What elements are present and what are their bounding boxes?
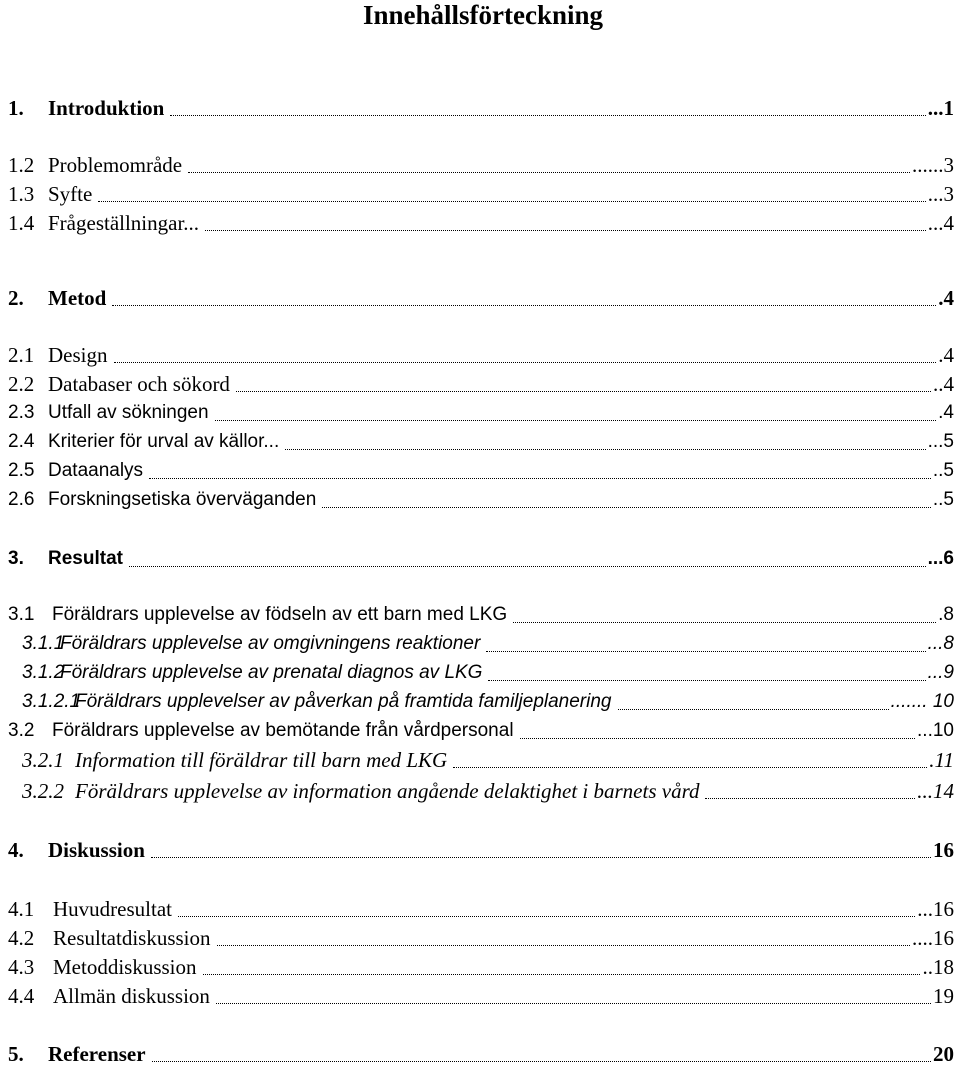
toc-entry-number: 3.1 bbox=[8, 604, 35, 625]
toc-entry[interactable] bbox=[8, 153, 954, 177]
toc-entry-number: 2.5 bbox=[8, 460, 35, 481]
toc-entry-title: Dataanalys bbox=[48, 460, 144, 481]
toc-entry-number: 2.6 bbox=[8, 489, 35, 510]
toc-entry[interactable] bbox=[8, 343, 954, 367]
toc-entry-title: Databaser och sökord bbox=[48, 372, 230, 396]
toc-leader-dots bbox=[322, 488, 931, 508]
toc-leader-dots bbox=[178, 897, 915, 917]
toc-entry-number: 3.2 bbox=[8, 720, 35, 741]
toc-leader-dots bbox=[705, 779, 915, 799]
toc-page-number: ..5 bbox=[932, 460, 954, 481]
toc-entry-number: 1. bbox=[8, 96, 24, 120]
toc-entry-title: Kriterier för urval av källor... bbox=[48, 431, 280, 452]
toc-entry-title: Referenser bbox=[48, 1042, 146, 1066]
toc-entry-number: 2. bbox=[8, 286, 24, 310]
toc-entry-number: 4.4 bbox=[8, 984, 35, 1008]
toc-entry-number: 3.1.1 bbox=[22, 633, 65, 654]
toc-page-number: ...3 bbox=[927, 182, 954, 206]
toc-page-number: .4 bbox=[938, 286, 954, 310]
toc-entry-number: 3.1.2 bbox=[22, 662, 65, 683]
toc-entry-title: Föräldrars upplevelse av prenatal diagnos av LKG bbox=[60, 662, 483, 683]
toc-entry-number: 2.3 bbox=[8, 402, 35, 423]
toc-page-number: .4 bbox=[938, 402, 954, 423]
toc-page-number: ...4 bbox=[927, 211, 954, 235]
toc-entry-number: 2.4 bbox=[8, 431, 35, 452]
toc-page-number: 19 bbox=[933, 984, 954, 1008]
toc-leader-dots bbox=[215, 401, 936, 421]
toc-entry-number: 1.4 bbox=[8, 211, 35, 235]
toc-entry-title: Syfte bbox=[48, 182, 93, 206]
toc-entry[interactable] bbox=[22, 779, 954, 803]
toc-page-number: ..4 bbox=[933, 372, 954, 396]
toc-entry-title: Föräldrars upplevelse av omgivningens reaktioner bbox=[60, 633, 481, 654]
toc-entry[interactable] bbox=[8, 459, 954, 483]
toc-leader-dots bbox=[285, 430, 926, 450]
toc-page-number: ...5 bbox=[927, 431, 954, 452]
toc-page-number: ...8 bbox=[927, 633, 954, 654]
toc-entry[interactable] bbox=[8, 372, 954, 396]
toc-entry-number: 2.2 bbox=[8, 372, 35, 396]
toc-entry[interactable] bbox=[8, 96, 954, 120]
toc-entry[interactable] bbox=[8, 926, 954, 950]
toc-page-number: ...10 bbox=[917, 720, 954, 741]
toc-entry-title: Resultat bbox=[48, 548, 123, 569]
toc-entry-number: 4.1 bbox=[8, 897, 35, 921]
toc-entry[interactable] bbox=[8, 984, 954, 1008]
toc-leader-dots bbox=[217, 926, 910, 946]
toc-page-number: ....16 bbox=[912, 926, 954, 950]
toc-entry-title: Föräldrars upplevelse av information angående delaktighet i barnets vård bbox=[75, 779, 700, 803]
toc-entry-number: 2.1 bbox=[8, 343, 35, 367]
toc-page-number: .4 bbox=[938, 343, 954, 367]
toc-entry[interactable] bbox=[8, 286, 954, 310]
toc-entry-number: 4. bbox=[8, 838, 24, 862]
toc-entry-number: 3.2.1 bbox=[22, 748, 64, 772]
toc-entry[interactable] bbox=[8, 1042, 954, 1066]
toc-entry-title: Föräldrars upplevelse av bemötande från vårdpersonal bbox=[52, 720, 514, 741]
toc-page-number: ......3 bbox=[912, 153, 954, 177]
toc-entry-number: 5. bbox=[8, 1042, 24, 1066]
toc-entry-title: Design bbox=[48, 343, 108, 367]
toc-page-number: ...16 bbox=[917, 897, 954, 921]
toc-entry[interactable] bbox=[8, 603, 954, 627]
toc-entry-title: Forskningsetiska överväganden bbox=[48, 489, 317, 510]
toc-entry-title: Föräldrars upplevelse av födseln av ett barn med LKG bbox=[52, 604, 508, 625]
toc-leader-dots bbox=[618, 690, 889, 710]
toc-entry-number: 1.3 bbox=[8, 182, 35, 206]
toc-entry[interactable] bbox=[8, 401, 954, 425]
toc-entry[interactable] bbox=[22, 661, 954, 685]
toc-entry[interactable] bbox=[22, 748, 954, 772]
toc-leader-dots bbox=[112, 286, 936, 306]
toc-entry-number: 4.3 bbox=[8, 955, 35, 979]
toc-page-number: ..5 bbox=[932, 489, 954, 510]
toc-entry-title: Frågeställningar... bbox=[48, 211, 200, 235]
toc-page-number: ....... 10 bbox=[890, 691, 954, 712]
toc-page-number: 16 bbox=[933, 838, 954, 862]
toc-entry[interactable] bbox=[8, 955, 954, 979]
toc-page-number: ...9 bbox=[927, 662, 954, 683]
toc-leader-dots bbox=[216, 984, 931, 1004]
toc-entry[interactable] bbox=[8, 547, 954, 571]
toc-leader-dots bbox=[236, 372, 931, 392]
toc-entry[interactable] bbox=[8, 897, 954, 921]
toc-leader-dots bbox=[486, 632, 926, 652]
toc-entry-title: Föräldrars upplevelser av påverkan på framtida familjeplanering bbox=[75, 691, 612, 712]
toc-page-number: .8 bbox=[938, 604, 954, 625]
toc-entry-title: Allmän diskussion bbox=[53, 984, 210, 1008]
toc-page-number: ...1 bbox=[927, 96, 954, 120]
toc-entry[interactable] bbox=[8, 182, 954, 206]
toc-entry[interactable] bbox=[22, 632, 954, 656]
toc-entry-title: Problemområde bbox=[48, 153, 183, 177]
toc-leader-dots bbox=[129, 547, 926, 567]
toc-entry[interactable] bbox=[8, 211, 954, 235]
toc-entry-number: 3.2.2 bbox=[22, 779, 64, 803]
toc-leader-dots bbox=[513, 603, 936, 623]
toc-leader-dots bbox=[453, 748, 927, 768]
toc-entry-title: Diskussion bbox=[48, 838, 145, 862]
toc-entry-title: Metod bbox=[48, 286, 107, 310]
toc-entry[interactable] bbox=[22, 690, 954, 714]
toc-entry-title: Resultatdiskussion bbox=[53, 926, 211, 950]
toc-leader-dots bbox=[170, 96, 926, 116]
toc-page-number: ..18 bbox=[922, 955, 954, 979]
toc-entry[interactable] bbox=[8, 719, 954, 743]
toc-leader-dots bbox=[114, 343, 936, 363]
toc-leader-dots bbox=[151, 838, 931, 858]
toc-entry-title: Metoddiskussion bbox=[53, 955, 197, 979]
toc-entry[interactable] bbox=[8, 430, 954, 454]
toc-page-number: ...14 bbox=[917, 779, 954, 803]
toc-entry-number: 3. bbox=[8, 548, 24, 569]
toc-entry[interactable] bbox=[8, 488, 954, 512]
toc-entry-title: Huvudresultat bbox=[53, 897, 172, 921]
toc-entry[interactable] bbox=[8, 838, 954, 862]
toc-page-number: ...6 bbox=[927, 548, 954, 569]
page-title: Innehållsförteckning bbox=[362, 0, 604, 30]
toc-entry-number: 4.2 bbox=[8, 926, 35, 950]
toc-entry-number: 3.1.2.1 bbox=[22, 691, 81, 712]
toc-entry-number: 1.2 bbox=[8, 153, 35, 177]
toc-page-number: 20 bbox=[933, 1042, 954, 1066]
toc-entry-title: Information till föräldrar till barn med LKG bbox=[75, 748, 448, 772]
toc-page-number: .11 bbox=[929, 748, 954, 772]
toc-leader-dots bbox=[520, 719, 915, 739]
toc-leader-dots bbox=[488, 661, 926, 681]
toc-leader-dots bbox=[98, 182, 926, 202]
toc-leader-dots bbox=[205, 211, 926, 231]
toc-leader-dots bbox=[149, 459, 931, 479]
toc-entry-title: Utfall av sökningen bbox=[48, 402, 209, 423]
toc-leader-dots bbox=[203, 955, 920, 975]
toc-entry-title: Introduktion bbox=[48, 96, 165, 120]
toc-leader-dots bbox=[152, 1042, 931, 1062]
toc-leader-dots bbox=[188, 153, 910, 173]
